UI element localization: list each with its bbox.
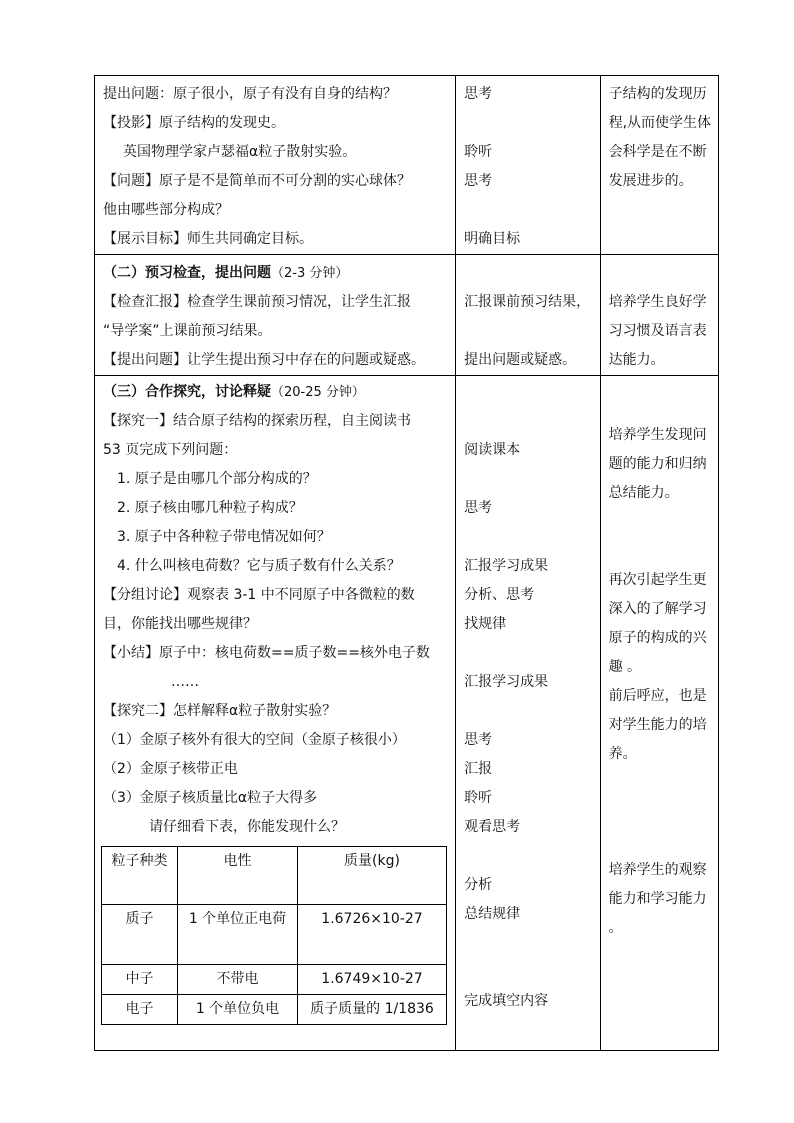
teacher-activity-cell — [95, 76, 456, 255]
text-line: 阅读课本 — [464, 442, 521, 458]
table-header — [178, 847, 298, 905]
text-line: 聆听 — [464, 790, 493, 806]
question-item: 1. 原子是由哪几个部分构成的？ — [117, 471, 317, 487]
teacher-activity-cell — [95, 255, 456, 376]
table-row — [102, 965, 447, 995]
text-block: 培养学生发现问题的能力和归纳总结能力。 — [608, 427, 707, 501]
table-cell: 质子 — [102, 905, 178, 965]
table-cell: 电子 — [102, 995, 178, 1025]
text-line: 他由哪些部分构成？ — [103, 202, 229, 218]
row-atom-structure-intro — [95, 76, 719, 255]
student-activity-cell — [456, 376, 600, 1051]
text-line: 53 页完成下列问题： — [103, 442, 238, 458]
teacher-activity-cell — [95, 376, 456, 1051]
text-line: 总结规律 — [464, 906, 521, 922]
text-line: 汇报学习成果 — [464, 674, 549, 690]
header-text: 粒子种类 — [111, 853, 168, 869]
row-preview-check — [95, 255, 719, 376]
text-line: 【小结】原子中：核电荷数==质子数==核外电子数 — [103, 645, 430, 661]
particle-properties-table — [101, 846, 447, 1025]
section-time: （20-25 分钟） — [271, 385, 365, 400]
section-title — [103, 378, 449, 407]
table-header-row — [102, 847, 447, 905]
question-item: 3. 原子中各种粒子带电情况如何？ — [117, 529, 331, 545]
table-cell: 1 个单位负电 — [178, 995, 298, 1025]
text-line: 【展示目标】师生共同确定目标。 — [103, 231, 313, 247]
text-line: 汇报课前预习结果， — [464, 294, 591, 310]
text-line: 【投影】原子结构的发现史。 — [103, 115, 285, 131]
section-title — [103, 259, 449, 288]
section-title-text: （三）合作探究，讨论释疑 — [103, 384, 271, 400]
row-cooperative-inquiry — [95, 376, 719, 1051]
text-line: 提出问题或疑惑。 — [464, 352, 577, 368]
design-intent-cell — [600, 376, 718, 1051]
text-line: 提出问题：原子很小，原子有没有自身的结构？ — [103, 86, 397, 102]
header-text: 电性 — [223, 853, 252, 869]
text-line: 思考 — [464, 173, 493, 189]
text-line: 分析、思考 — [464, 587, 535, 603]
text-line: 【提出问题】让学生提出预习中存在的问题或疑惑。 — [103, 352, 425, 368]
text-line: 找规律 — [464, 616, 507, 632]
design-intent-cell — [600, 76, 718, 255]
text-block: 培养学生良好学习习惯及语言表达能力。 — [608, 294, 707, 368]
design-intent-cell — [600, 255, 718, 376]
table-row — [102, 995, 447, 1025]
text-line: 【分组讨论】观察表 3-1 中不同原子中各微粒的数 — [103, 587, 415, 603]
question-item: 2. 原子核由哪几种粒子构成？ — [117, 500, 303, 516]
table-header — [298, 847, 447, 905]
student-activity-cell — [456, 76, 600, 255]
text-line: “导学案”上课前预习结果。 — [103, 323, 272, 339]
text-line: 汇报 — [464, 761, 493, 777]
text-line: 【探究二】怎样解释α粒子散射实验？ — [103, 703, 337, 719]
lesson-plan-table — [94, 75, 719, 1051]
text-line: 【问题】原子是不是简单而不可分割的实心球体？ — [103, 173, 411, 189]
text-line: 目，你能找出哪些规律？ — [103, 616, 257, 632]
text-block: 培养学生的观察能力和学习能力 。 — [608, 862, 707, 936]
table-cell: 1 个单位正电荷 — [178, 905, 298, 965]
text-line: 思考 — [464, 732, 493, 748]
table-cell: 质子质量的 1/1836 — [298, 995, 447, 1025]
table-cell: 1.6726×10-27 — [298, 905, 447, 965]
table-cell: 中子 — [102, 965, 178, 995]
text-line: 【探究一】结合原子结构的探索历程，自主阅读书 — [103, 413, 411, 429]
text-line: 英国物理学家卢瑟福α粒子散射实验。 — [123, 144, 357, 160]
text-line: 汇报学习成果 — [464, 558, 549, 574]
text-line: 思考 — [464, 500, 493, 516]
table-cell: 不带电 — [178, 965, 298, 995]
table-header — [102, 847, 178, 905]
text-line: （2）金原子核带正电 — [103, 761, 238, 777]
text-line: 聆听 — [464, 144, 493, 160]
text-line: 【检查汇报】检查学生课前预习情况，让学生汇报 — [103, 294, 411, 310]
text-line: 思考 — [464, 86, 493, 102]
text-block: 子结构的发现历程,从而使学生体会科学是在不断发展进步的。 — [608, 86, 712, 189]
student-activity-cell — [456, 255, 600, 376]
text-line: （1）金原子核外有很大的空间（金原子核很小） — [103, 732, 406, 748]
table-cell: 1.6749×10-27 — [298, 965, 447, 995]
question-item: 4. 什么叫核电荷数？它与质子数有什么关系？ — [117, 558, 401, 574]
table-row — [102, 905, 447, 965]
text-line: 分析 — [464, 877, 493, 893]
section-time: （2-3 分钟） — [271, 266, 349, 281]
text-line: 请仔细看下表，你能发现什么？ — [149, 819, 345, 835]
text-line: 观看思考 — [464, 819, 521, 835]
header-text: 质量(kg) — [344, 853, 400, 869]
text-block: 再次引起学生更深入的了解学习原子的构成的兴趣 。 — [608, 572, 707, 675]
text-line: （3）金原子核质量比α粒子大得多 — [103, 790, 318, 806]
section-title-text: （二）预习检查，提出问题 — [103, 265, 271, 281]
text-line: 明确目标 — [464, 231, 521, 247]
text-line: …… — [171, 674, 199, 690]
text-block: 前后呼应，也是对学生能力的培养。 — [608, 688, 707, 762]
text-line: 完成填空内容 — [464, 993, 549, 1009]
